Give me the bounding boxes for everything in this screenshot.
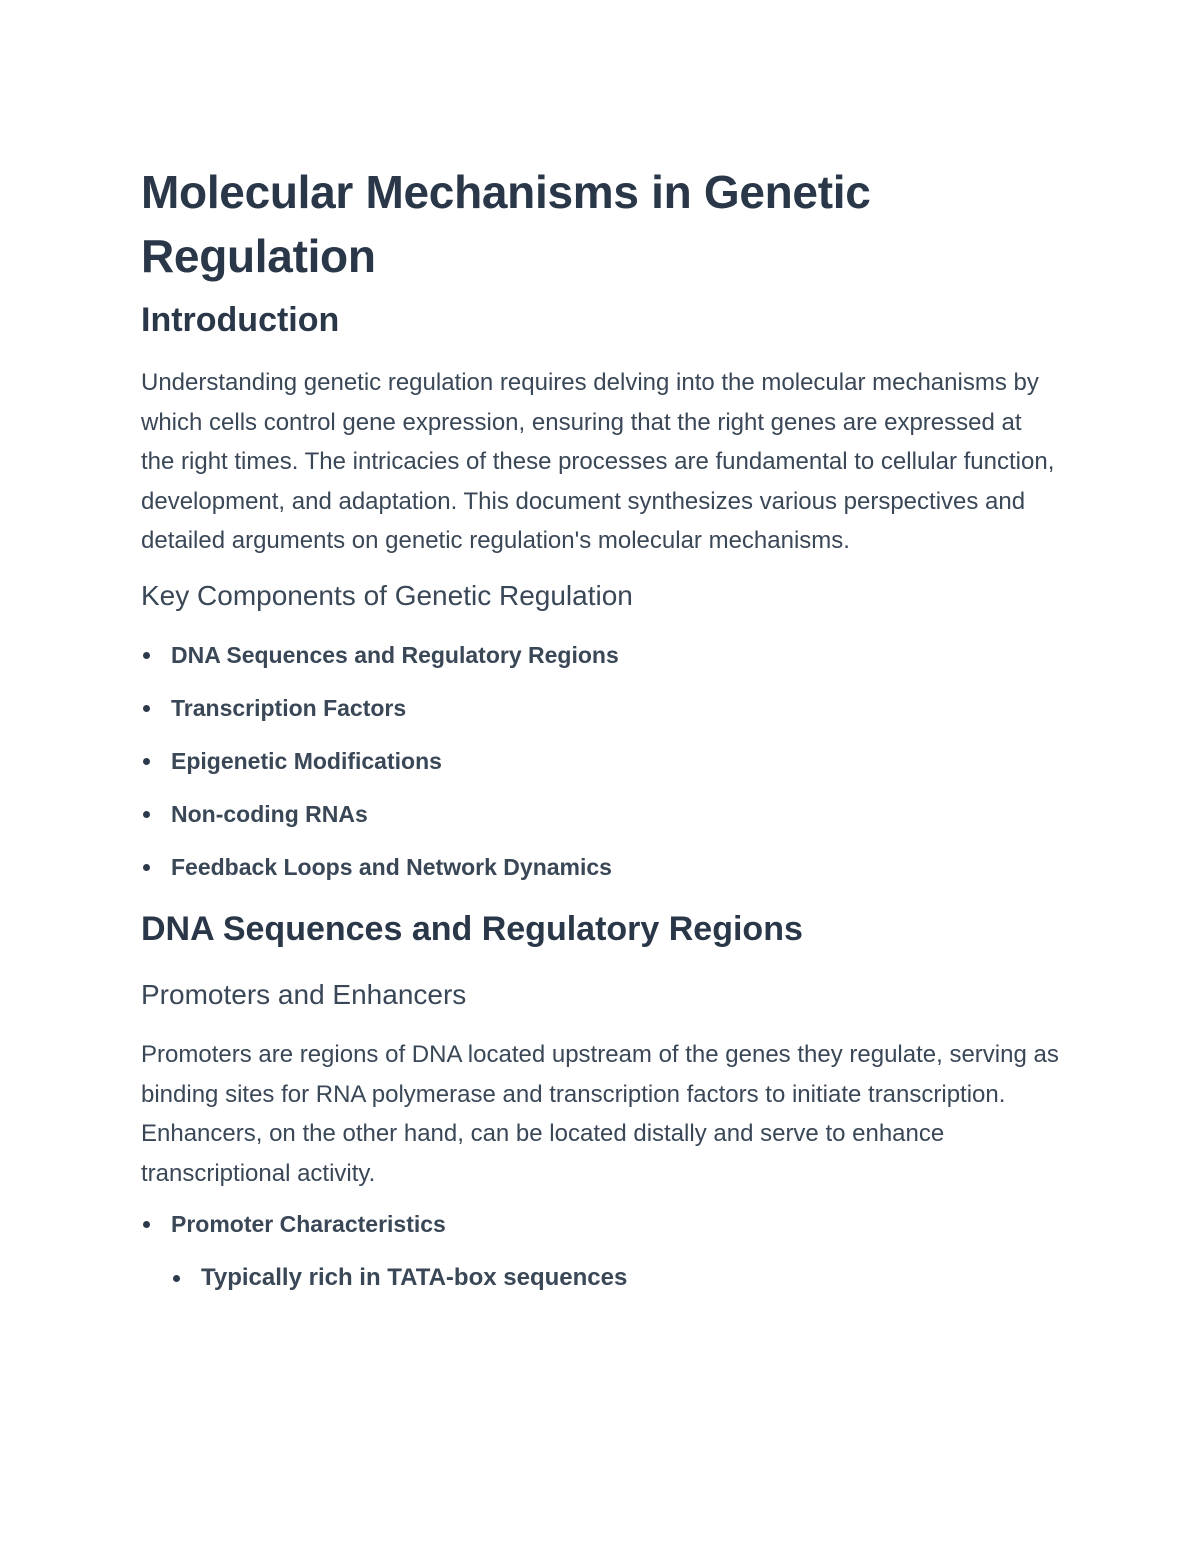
list-item xyxy=(141,1208,1061,1294)
dna-section-heading: DNA Sequences and Regulatory Regions xyxy=(141,909,803,948)
promoters-paragraph: Promoters are regions of DNA located upstream of the genes they regulate, serving as binding sites for RNA polymerase and transcription factors to initiate transcription. Enhancers, on the other hand, can be located distally and serve to enhance transcriptional activity. xyxy=(141,1040,1059,1187)
list-item: Typically rich in TATA-box sequences xyxy=(171,1262,1061,1294)
promoters-heading: Promoters and Enhancers xyxy=(141,978,467,1010)
list-item: Epigenetic Modifications xyxy=(141,745,1061,777)
promoter-characteristics-sublist xyxy=(171,1262,1061,1294)
list-item: DNA Sequences and Regulatory Regions xyxy=(141,639,1061,671)
list-item: Transcription Factors xyxy=(141,692,1061,724)
key-components-list xyxy=(141,639,1061,883)
promoter-characteristics-list xyxy=(141,1208,1061,1294)
promoter-characteristics-label: Promoter Characteristics xyxy=(171,1211,446,1238)
list-item: Feedback Loops and Network Dynamics xyxy=(141,851,1061,883)
introduction-heading: Introduction xyxy=(141,301,340,339)
document-page xyxy=(141,160,1061,1315)
introduction-paragraph: Understanding genetic regulation requires delving into the molecular mechanisms by which cells control gene expression, ensuring that the right genes are expressed at the right times. The intricacies of these processes are fundamental to cellular function, development, and adaptation. This document synthesizes various perspectives and detailed arguments on genetic regulation's molecular mechanisms. xyxy=(141,369,1055,555)
key-components-heading: Key Components of Genetic Regulation xyxy=(141,579,633,611)
list-item: Non-coding RNAs xyxy=(141,798,1061,830)
document-title: Molecular Mechanisms in Genetic Regulation xyxy=(141,166,871,282)
